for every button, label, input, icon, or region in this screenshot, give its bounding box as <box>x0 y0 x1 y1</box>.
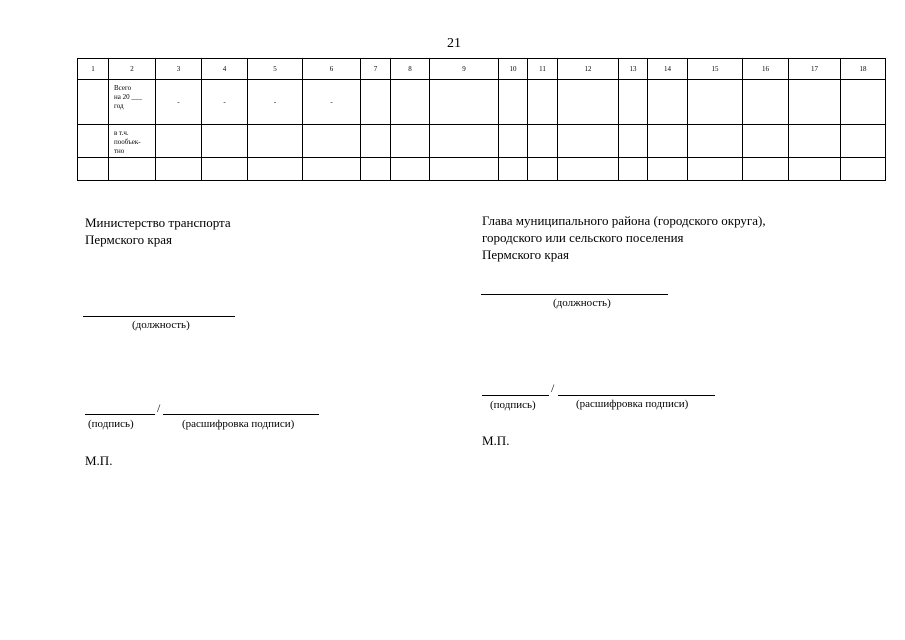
right-org-name: Глава муниципального района (городского округа), городского или сельского поселения Пермского края <box>482 213 766 262</box>
table-cell <box>789 158 841 181</box>
table-cell <box>361 158 391 181</box>
table-cell <box>391 125 430 158</box>
page-number: 21 <box>447 36 461 51</box>
col-header: 1 <box>78 59 109 80</box>
table-cell <box>248 158 303 181</box>
table-cell <box>558 158 619 181</box>
col-header: 6 <box>303 59 361 80</box>
table-cell <box>688 125 743 158</box>
table-row <box>78 80 886 125</box>
table-cell <box>499 125 528 158</box>
table-cell <box>841 80 886 125</box>
col-header: 14 <box>648 59 688 80</box>
right-signature-line <box>482 395 549 396</box>
table-cell: - <box>303 80 361 125</box>
table-cell <box>248 125 303 158</box>
table-cell <box>648 80 688 125</box>
table-cell <box>558 80 619 125</box>
col-header: 8 <box>391 59 430 80</box>
table-cell: - <box>248 80 303 125</box>
table-cell <box>743 158 789 181</box>
right-stamp-place: М.П. <box>482 433 510 448</box>
right-signature-caption: (подпись) <box>490 399 536 411</box>
table-cell <box>361 125 391 158</box>
table-cell: - <box>202 80 248 125</box>
table-cell <box>841 125 886 158</box>
table-cell <box>499 158 528 181</box>
table-cell <box>648 125 688 158</box>
data-table <box>77 58 886 181</box>
table-cell <box>688 158 743 181</box>
left-position-caption: (должность) <box>132 319 190 331</box>
col-header: 7 <box>361 59 391 80</box>
left-signature-caption: (подпись) <box>88 418 134 430</box>
table-cell <box>156 125 202 158</box>
col-header: 3 <box>156 59 202 80</box>
left-org-name: Министерство транспорта Пермского края <box>85 215 231 247</box>
col-header: 12 <box>558 59 619 80</box>
table-cell <box>303 125 361 158</box>
col-header: 4 <box>202 59 248 80</box>
row-label-per-object: в т.ч. пообъек- тно <box>109 125 156 158</box>
col-header: 17 <box>789 59 841 80</box>
col-header: 15 <box>688 59 743 80</box>
table-cell <box>78 125 109 158</box>
table-cell <box>361 80 391 125</box>
right-position-line <box>481 294 668 295</box>
table-cell <box>648 158 688 181</box>
col-header: 16 <box>743 59 789 80</box>
table-cell <box>619 158 648 181</box>
table-cell <box>619 80 648 125</box>
left-slash: / <box>157 401 161 415</box>
table-cell <box>743 80 789 125</box>
table-cell <box>303 158 361 181</box>
row-label-total: Всего на 20 ___ год <box>109 80 156 125</box>
left-stamp-place: М.П. <box>85 453 113 468</box>
left-decode-caption: (расшифровка подписи) <box>182 418 295 430</box>
table-cell <box>391 158 430 181</box>
table-cell <box>78 158 109 181</box>
col-header: 2 <box>109 59 156 80</box>
table-row <box>78 158 886 181</box>
table-cell <box>789 125 841 158</box>
table-cell <box>528 80 558 125</box>
table-cell <box>430 125 499 158</box>
table-cell <box>202 125 248 158</box>
table-cell <box>558 125 619 158</box>
table-cell <box>841 158 886 181</box>
table-cell <box>430 80 499 125</box>
col-header: 11 <box>528 59 558 80</box>
table-cell <box>78 80 109 125</box>
table-cell <box>688 80 743 125</box>
col-header: 9 <box>430 59 499 80</box>
table-cell <box>391 80 430 125</box>
table-cell: - <box>156 80 202 125</box>
table-cell <box>619 125 648 158</box>
left-signature-line <box>85 414 155 415</box>
col-header: 13 <box>619 59 648 80</box>
right-decode-line <box>558 395 715 396</box>
table-header-row <box>78 59 886 80</box>
table-cell <box>528 158 558 181</box>
right-decode-caption: (расшифровка подписи) <box>576 398 689 410</box>
col-header: 10 <box>499 59 528 80</box>
right-slash: / <box>551 381 555 395</box>
left-position-line <box>83 316 235 317</box>
right-position-caption: (должность) <box>553 297 611 309</box>
table-cell <box>430 158 499 181</box>
col-header: 18 <box>841 59 886 80</box>
left-decode-line <box>163 414 319 415</box>
table-row <box>78 125 886 158</box>
table-cell <box>156 158 202 181</box>
table-cell <box>499 80 528 125</box>
table-cell <box>528 125 558 158</box>
table-cell <box>202 158 248 181</box>
table-cell <box>743 125 789 158</box>
col-header: 5 <box>248 59 303 80</box>
table-cell <box>789 80 841 125</box>
table-cell <box>109 158 156 181</box>
